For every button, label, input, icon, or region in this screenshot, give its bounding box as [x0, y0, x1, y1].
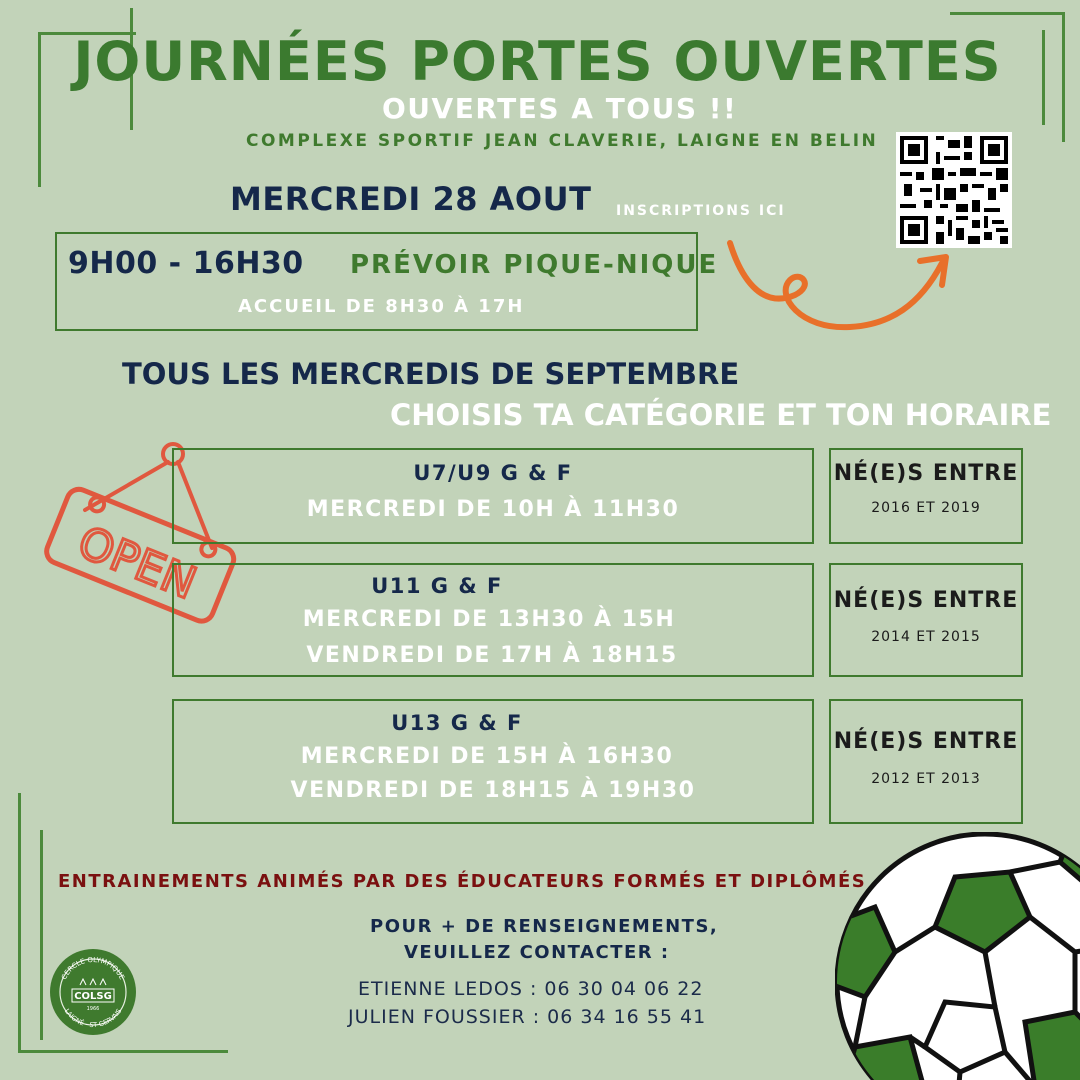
club-logo	[50, 949, 136, 1035]
category-name: U7/U9 G & F	[413, 461, 573, 485]
contact-line-1: POUR + DE RENSEIGNEMENTS,	[370, 916, 719, 937]
born-years: 2012 ET 2013	[871, 771, 981, 787]
frame-bottom-left-v	[18, 793, 21, 1053]
category-schedule-2: VENDREDI DE 18H15 À 19H30	[290, 778, 696, 803]
frame-bottom-left-h	[18, 1050, 228, 1053]
coaches-note: ENTRAINEMENTS ANIMÉS PAR DES ÉDUCATEURS FORMÉS ET DIPLÔMÉS	[58, 871, 867, 892]
event-date: MERCREDI 28 AOUT	[230, 180, 592, 218]
logo-arc-bottom: LAIGNÉ - ST GERVAIS	[62, 1007, 124, 1030]
born-box-u13	[829, 699, 1023, 824]
frame-top-right-h	[950, 12, 1065, 15]
picnic-note: PRÉVOIR PIQUE-NIQUE	[350, 250, 719, 280]
orange-arrow-icon	[720, 235, 960, 345]
qr-code-icon[interactable]	[896, 132, 1012, 248]
location: COMPLEXE SPORTIF JEAN CLAVERIE, LAIGNE EN BELIN	[246, 131, 879, 151]
category-name: U11 G & F	[371, 574, 503, 598]
contact-line-2: VEUILLEZ CONTACTER :	[404, 942, 670, 963]
category-schedule: MERCREDI DE 13H30 À 15H	[302, 607, 676, 632]
contact-person-2: JULIEN FOUSSIER : 06 34 16 55 41	[348, 1006, 707, 1028]
born-years: 2014 ET 2015	[871, 629, 981, 645]
category-name: U13 G & F	[391, 711, 523, 735]
born-box-u11	[829, 563, 1023, 677]
category-schedule: MERCREDI DE 15H À 16H30	[300, 744, 674, 769]
category-schedule-2: VENDREDI DE 17H À 18H15	[306, 643, 678, 668]
open-sign-text: OPEN	[70, 516, 204, 610]
inscriptions-label: INSCRIPTIONS ICI	[616, 203, 786, 219]
logo-name: COLSG	[74, 991, 112, 1002]
category-schedule: MERCREDI DE 10H À 11H30	[306, 497, 680, 522]
born-label: NÉ(E)S ENTRE	[833, 729, 1019, 754]
logo-year: 1966	[86, 1006, 100, 1012]
soccer-ball-icon	[835, 832, 1080, 1080]
subtitle: OUVERTES A TOUS !!	[382, 92, 738, 125]
logo-arc-top: CERCLE OLYMPIQUE	[60, 955, 126, 981]
choose-heading: CHOISIS TA CATÉGORIE ET TON HORAIRE	[390, 398, 1052, 432]
september-heading: TOUS LES MERCREDIS DE SEPTEMBRE	[122, 357, 740, 391]
frame-bottom-left-v2	[40, 830, 43, 1040]
contact-person-1: ETIENNE LEDOS : 06 30 04 06 22	[358, 978, 704, 1000]
born-years: 2016 ET 2019	[871, 500, 981, 516]
born-label: NÉ(E)S ENTRE	[833, 461, 1019, 486]
welcome-hours: ACCUEIL DE 8H30 À 17H	[238, 296, 525, 317]
born-label: NÉ(E)S ENTRE	[833, 588, 1019, 613]
day-hours: 9H00 - 16H30	[68, 246, 304, 281]
page-title: JOURNÉES PORTES OUVERTES	[73, 30, 1002, 93]
